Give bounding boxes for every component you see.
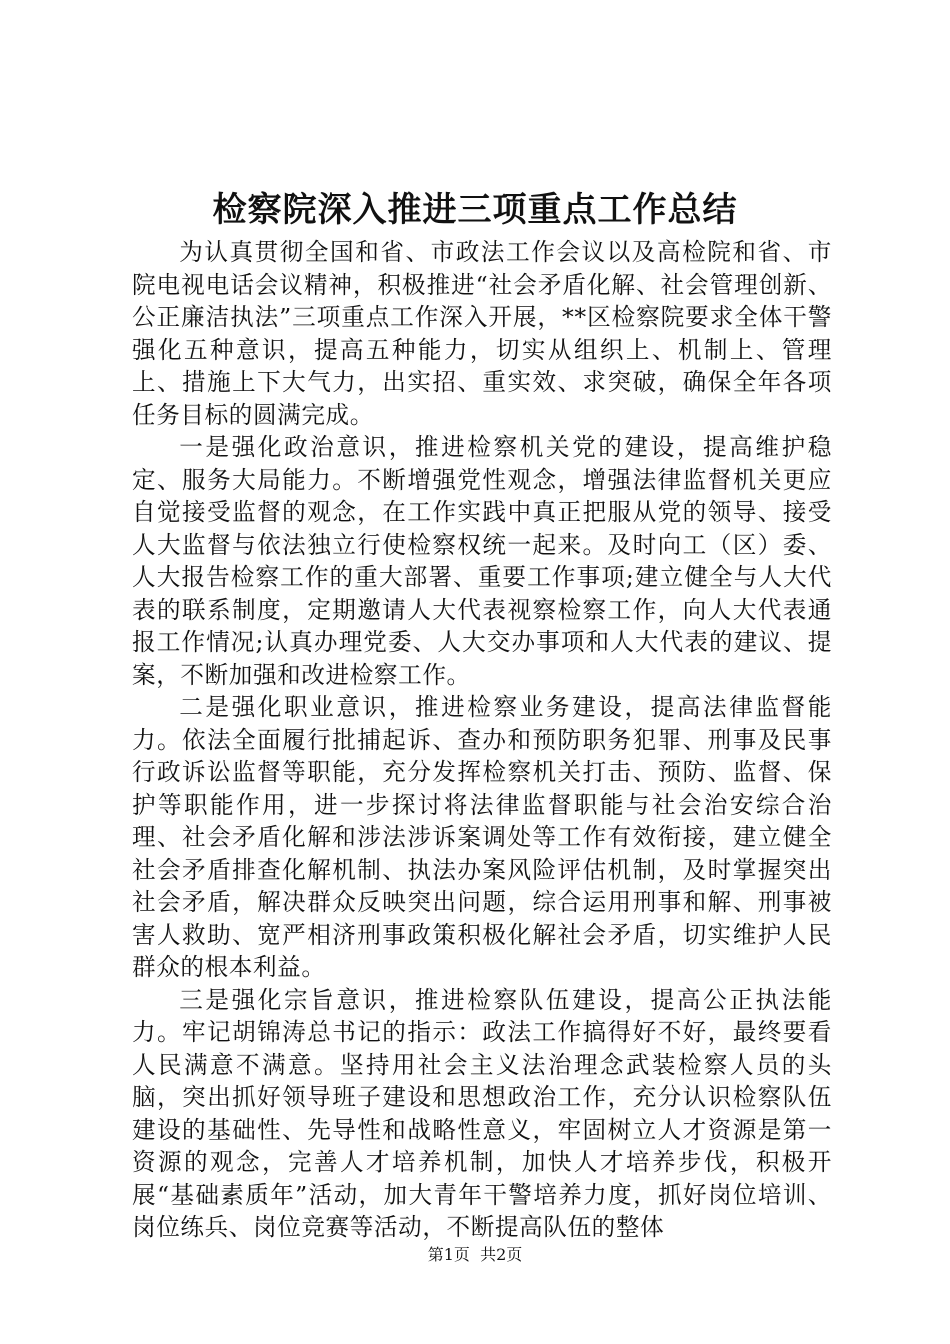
document-body [132,236,832,1244]
paragraph-political-awareness: 一是强化政治意识，推进检察机关党的建设，提高维护稳定、服务大局能力。不断增强党性观念，增强法律监督机关更应自觉接受监督的观念，在工作实践中真正把服从党的领导、接受人大监督与依法独立行使检察权统一起来。及时向工（区）委、人大报告检察工作的重大部署、重要工作事项;建立健全与人大代表的联系制度，定期邀请人大代表视察检察工作，向人大代表通报工作情况;认真办理党委、人大交办事项和人大代表的建议、提案，不断加强和改进检察工作。 [132,433,832,689]
page-total: 共2页 [480,1245,523,1264]
paragraph-professional-awareness: 二是强化职业意识，推进检察业务建设，提高法律监督能力。依法全面履行批捕起诉、查办和预防职务犯罪、刑事及民事行政诉讼监督等职能，充分发挥检察机关打击、预防、监督、保护等职能作用，进一步探讨将法律监督职能与社会治安综合治理、社会矛盾化解和涉法涉诉案调处等工作有效衔接，建立健全社会矛盾排查化解机制、执法办案风险评估机制，及时掌握突出社会矛盾，解决群众反映突出问题，综合运用刑事和解、刑事被害人救助、宽严相济刑事政策积极化解社会矛盾，切实维护人民群众的根本利益。 [132,693,832,981]
paragraph-intro: 为认真贯彻全国和省、市政法工作会议以及高检院和省、市院电视电话会议精神，积极推进“社会矛盾化解、社会管理创新、公正廉洁执法”三项重点工作深入开展，**区检察院要求全体干警强化五种意识，提高五种能力，切实从组织上、机制上、管理上、措施上下大气力，出实招、重实效、求突破，确保全年各项任务目标的圆满完成。 [132,238,832,429]
paragraph-purpose-awareness: 三是强化宗旨意识，推进检察队伍建设，提高公正执法能力。牢记胡锦涛总书记的指示：政法工作搞得好不好，最终要看人民满意不满意。坚持用社会主义法治理念武装检察人员的头脑，突出抓好领导班子建设和思想政治工作，充分认识检察队伍建设的基础性、先导性和战略性意义，牢固树立人才资源是第一资源的观念，完善人才培养机制，加快人才培养步伐，积极开展“基础素质年”活动，加大青年干警培养力度，抓好岗位培训、岗位练兵、岗位竞赛等活动，不断提高队伍的整体 [132,985,832,1241]
page-footer [0,1243,950,1267]
page-number: 第1页 [427,1245,470,1264]
document-title: 检察院深入推进三项重点工作总结 [212,190,738,230]
